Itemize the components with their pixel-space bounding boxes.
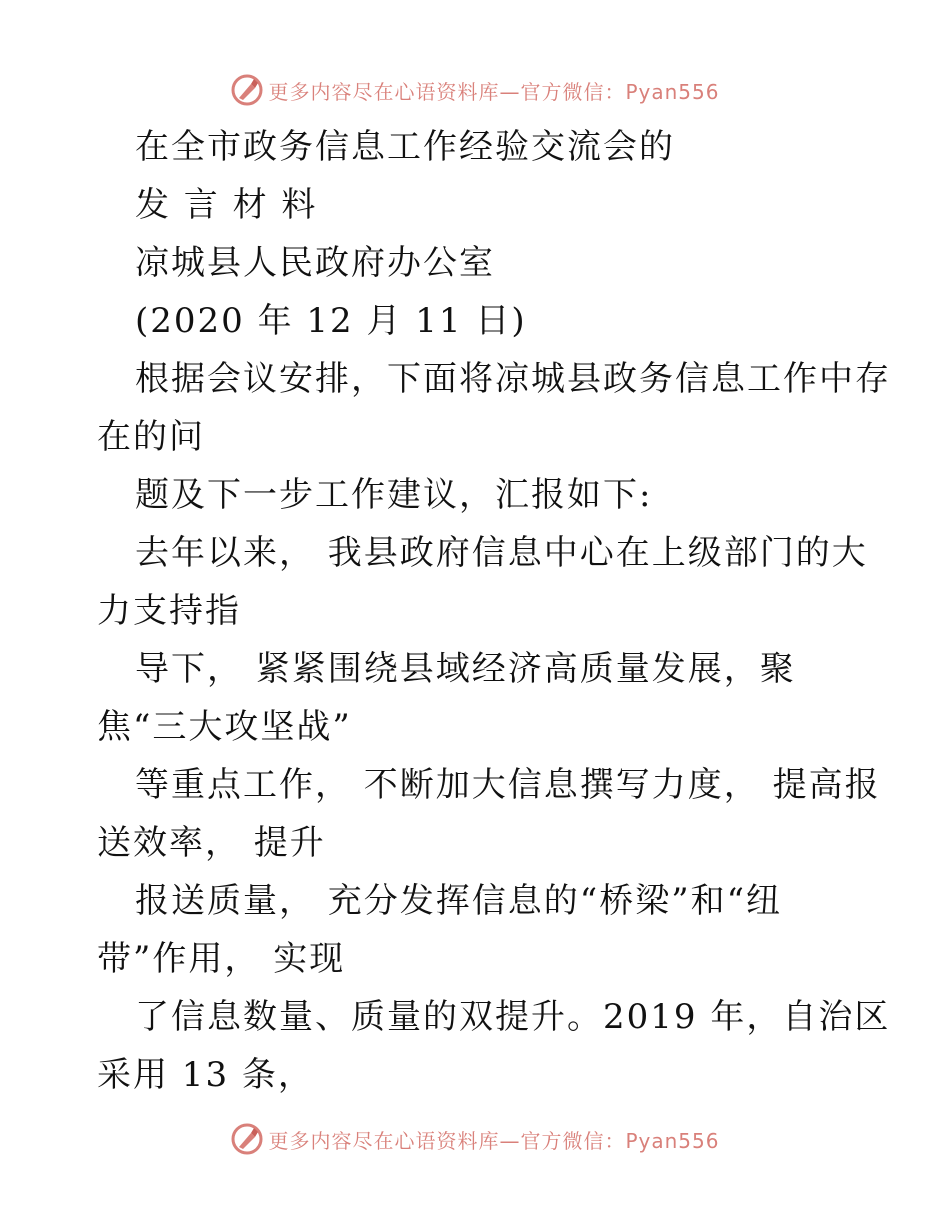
watermark-banner-top bbox=[0, 70, 950, 110]
doc-date-line: (2020 年 12 月 11 日) bbox=[135, 301, 527, 341]
doc-paragraph-line: 焦“三大攻坚战” bbox=[97, 707, 352, 747]
doc-paragraph-line: 送效率， 提升 bbox=[97, 823, 326, 863]
doc-paragraph-line: 在的问 bbox=[97, 417, 205, 457]
doc-paragraph-line: 力支持指 bbox=[97, 591, 241, 631]
doc-paragraph-line: 根据会议安排，下面将凉城县政务信息工作中存 bbox=[135, 359, 891, 399]
doc-author-line: 凉城县人民政府办公室 bbox=[135, 243, 495, 283]
doc-paragraph-line: 报送质量， 充分发挥信息的“桥梁”和“纽 bbox=[135, 881, 782, 921]
doc-paragraph-line: 去年以来， 我县政府信息中心在上级部门的大 bbox=[135, 533, 868, 573]
doc-paragraph-line: 题及下一步工作建议，汇报如下: bbox=[135, 475, 653, 515]
doc-paragraph-line: 等重点工作， 不断加大信息撰写力度， 提高报 bbox=[135, 765, 881, 805]
doc-title-line: 在全市政务信息工作经验交流会的 bbox=[135, 127, 675, 167]
doc-paragraph-line: 导下， 紧紧围绕县域经济高质量发展，聚 bbox=[135, 649, 796, 689]
pen-logo-icon bbox=[230, 73, 264, 107]
pen-logo-icon bbox=[230, 1122, 264, 1156]
document-body bbox=[0, 118, 950, 1104]
watermark-text: 更多内容尽在心语资料库—官方微信：Pyan556 bbox=[268, 79, 720, 104]
doc-paragraph-line: 采用 13 条， bbox=[97, 1055, 314, 1095]
doc-subtitle-line: 发 言 材 料 bbox=[135, 185, 318, 225]
doc-paragraph-line: 带”作用， 实现 bbox=[97, 939, 346, 979]
watermark-text: 更多内容尽在心语资料库—官方微信：Pyan556 bbox=[268, 1128, 720, 1153]
doc-paragraph-line: 了信息数量、质量的双提升。2019 年，自治区 bbox=[135, 997, 891, 1037]
watermark-banner-bottom bbox=[0, 1119, 950, 1159]
